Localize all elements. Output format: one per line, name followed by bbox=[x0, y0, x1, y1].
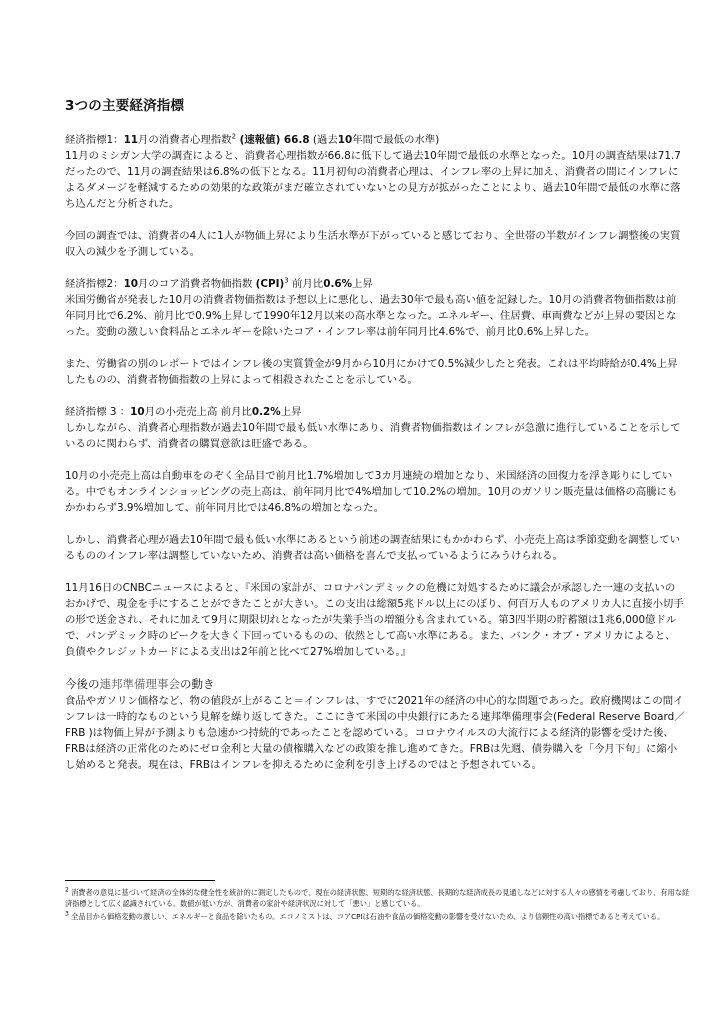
footnote-2 bbox=[65, 887, 690, 909]
footnote-divider bbox=[65, 880, 215, 881]
indicator3-heading bbox=[65, 404, 685, 420]
indicator2-value: 0.6% bbox=[323, 278, 353, 290]
indicator1-note-num: 10 bbox=[337, 134, 353, 146]
indicator3-paragraph-4: 11月16日のCNBCニュースによると、『米国の家計が、コロナパンデミックの危機に対処するために議会が承認した一連の支払いのおかげで、現金を手にすることができたことが大きい。この支出は総額5兆ドル以上にのぼり、何百万人ものアメリカ人に直接小切手の形で送金され、それに加えて9月に期限切れとなったが失業手当の増額分も含まれている。第3四半期の貯蓄額は1兆6,000億ドルで、パンデミック時のピークを大きく下回っているものの、依然として高い水準にある。また、バンク・オブ・アメリカによると、負債やクレジットカードによる支出は2年前と比べて27%増加している。』 bbox=[65, 582, 684, 658]
page-title: 3つの主要経済指標 bbox=[65, 98, 185, 114]
indicator3-label: 月の小売売上高 前月比 bbox=[144, 406, 252, 418]
fed-heading-suffix: の動き bbox=[180, 677, 215, 691]
indicator1-month: 11 bbox=[123, 134, 139, 146]
footnote-ref-2: 2 bbox=[231, 132, 237, 141]
document-body bbox=[65, 94, 685, 773]
footnotes bbox=[65, 880, 690, 924]
footnote-2-text: 消費者の意見に基づいて経済の全体的な健全性を統計的に測定したもので、現在の経済状態、短期的な経済状態、長期的な経済成長の見通しなどに対する人々の感情を考慮しており、有用な経済指標として広く認識されている。数値が低い方が、消費者の家計や経済状況に対して「悪い」と感じている。 bbox=[65, 888, 690, 908]
footnote-3-number: 3 bbox=[65, 910, 69, 918]
indicator2-rise: 上昇 bbox=[352, 278, 373, 290]
indicator1-paragraph-1: 11月のミシガン大学の調査によると、消費者心理指数が66.8に低下して過去10年間で最低の水準となった。10月の調査結果は71.7だったので、11月の調査結果は6.8%の低下となる。11月初旬の消費者心理は、インフレ率の上昇に加え、消費者の間にインフレによるダメージを軽減するための効果的な政策がまだ確立されていないとの見方が拡がったことにより、過去10年間で最低の水準に落ち込んだと分析された。 bbox=[65, 150, 681, 210]
fed-section-paragraph: 食品やガソリン価格など、物の値段が上がること＝インフレは、すでに2021年の経済の中心的な問題であった。政府機関はこの間インフレは一時的なものという見解を繰り返してきた。ここにきて米国の中央銀行にあたる連邦準備理事会(Federal Reserve Board／FRB )は物価上昇が予測よりも急速かつ持続的であったことを認めている。コロナウイルスの大流行による経済的影響を受けた後、FRBは経済の正常化のためにゼロ金利と大量の債権購入などの政策を推し進めてきた。FRBは先週、債券購入を「今月下旬」に縮小し始めると発表。現在は、FRBはインフレを抑えるために金利を引き上げるのではと予想されている。 bbox=[65, 695, 685, 771]
indicator3-paragraph-3: しかし、消費者心理が過去10年間で最も低い水準にあるという前述の調査結果にもかかわらず、小売売上高は季節変動を調整しているもののインフレ率は調整していないため、消費者は高い価格を喜んで支払っているようにみうけられる。 bbox=[65, 534, 681, 562]
fed-heading-prefix: 今後の bbox=[65, 677, 100, 691]
indicator3-prefix: 経済指標 3 ： bbox=[65, 406, 131, 418]
indicator2-paragraph-1: 米国労働省が発表した10月の消費者物価指数は予想以上に悪化し、過去30年で最も高い値を記録した。10月の消費者物価指数は前年同月比で6.2%、前月比で0.9%上昇して1990年12月以来の高水準となった。エネルギー、住居費、車両費などが上昇の要因となった。変動の激しい食料品とエネルギーを除いたコア・インフレ率は前年同月比4.6%で、前月比0.6%上昇した。 bbox=[65, 294, 677, 338]
indicator3-rise: 上昇 bbox=[280, 406, 302, 418]
indicator1-heading bbox=[65, 132, 685, 148]
footnote-3 bbox=[65, 911, 690, 922]
indicator2-cpi: (CPI) bbox=[255, 278, 285, 290]
fed-heading-name: 連邦準備理事会 bbox=[99, 677, 180, 691]
indicator3-paragraph-2: 10月の小売売上高は自動車をのぞく全品目で前月比1.7%増加して3カ月連続の増加となり、米国経済の回復力を浮き彫りにしている。中でもオンラインショッピングの売上高は、前年同月比で4%増加して10.2%の増加。10月のガソリン販売量は価格の高騰にもかかわらず3.9%増加して、前年同月比では46.8%の増加となった。 bbox=[65, 470, 678, 514]
footnote-3-text: 全品目から価格変動の激しい、エネルギーと食品を除いたもの。エコノミストは、コアCPIは石油や食品の価格変動の影響を受けないため、より信頼性の高い指標であると考えている。 bbox=[68, 912, 665, 921]
fed-section-heading bbox=[65, 676, 685, 693]
indicator1-note-b: 年間で最低の水準) bbox=[352, 134, 440, 146]
indicator1-note-a: (過去 bbox=[309, 134, 338, 146]
indicator2-paragraph-2: また、労働省の別のレポートではインフレ後の実質賃金が9月から10月にかけて0.5%減少したと発表。これは平均時給が0.4%上昇したものの、消費者物価指数の上昇によって相殺されたことを示している。 bbox=[65, 358, 678, 386]
indicator3-paragraph-1: しかしながら、消費者心理指数が過去10年間で最も低い水準にあり、消費者物価指数はインフレが急激に進行していることを示しているのに関わらず、消費者の購買意欲は旺盛である。 bbox=[65, 422, 681, 450]
indicator2-mom: 前月比 bbox=[288, 278, 324, 290]
indicator2-label: 月のコア消費者物価指数 bbox=[138, 278, 256, 290]
indicator2-prefix: 経済指標2： bbox=[65, 278, 124, 290]
indicator3-value: 0.2% bbox=[251, 406, 281, 418]
indicator1-label: 月の消費者心理指数 bbox=[138, 134, 232, 146]
indicator2-heading bbox=[65, 276, 685, 292]
indicator1-value: (速報値) 66.8 bbox=[236, 134, 310, 146]
indicator1-paragraph-2: 今回の調査では、消費者の4人に1人が物価上昇により生活水準が下がっていると感じており、全世帯の半数がインフレ調整後の実質収入の減少を予測している。 bbox=[65, 230, 681, 258]
indicator1-prefix: 経済指標1： bbox=[65, 134, 124, 146]
indicator3-month: 10 bbox=[130, 406, 145, 418]
footnote-2-number: 2 bbox=[65, 886, 69, 894]
indicator2-month: 10 bbox=[123, 278, 139, 290]
footnote-ref-3: 3 bbox=[284, 276, 289, 285]
